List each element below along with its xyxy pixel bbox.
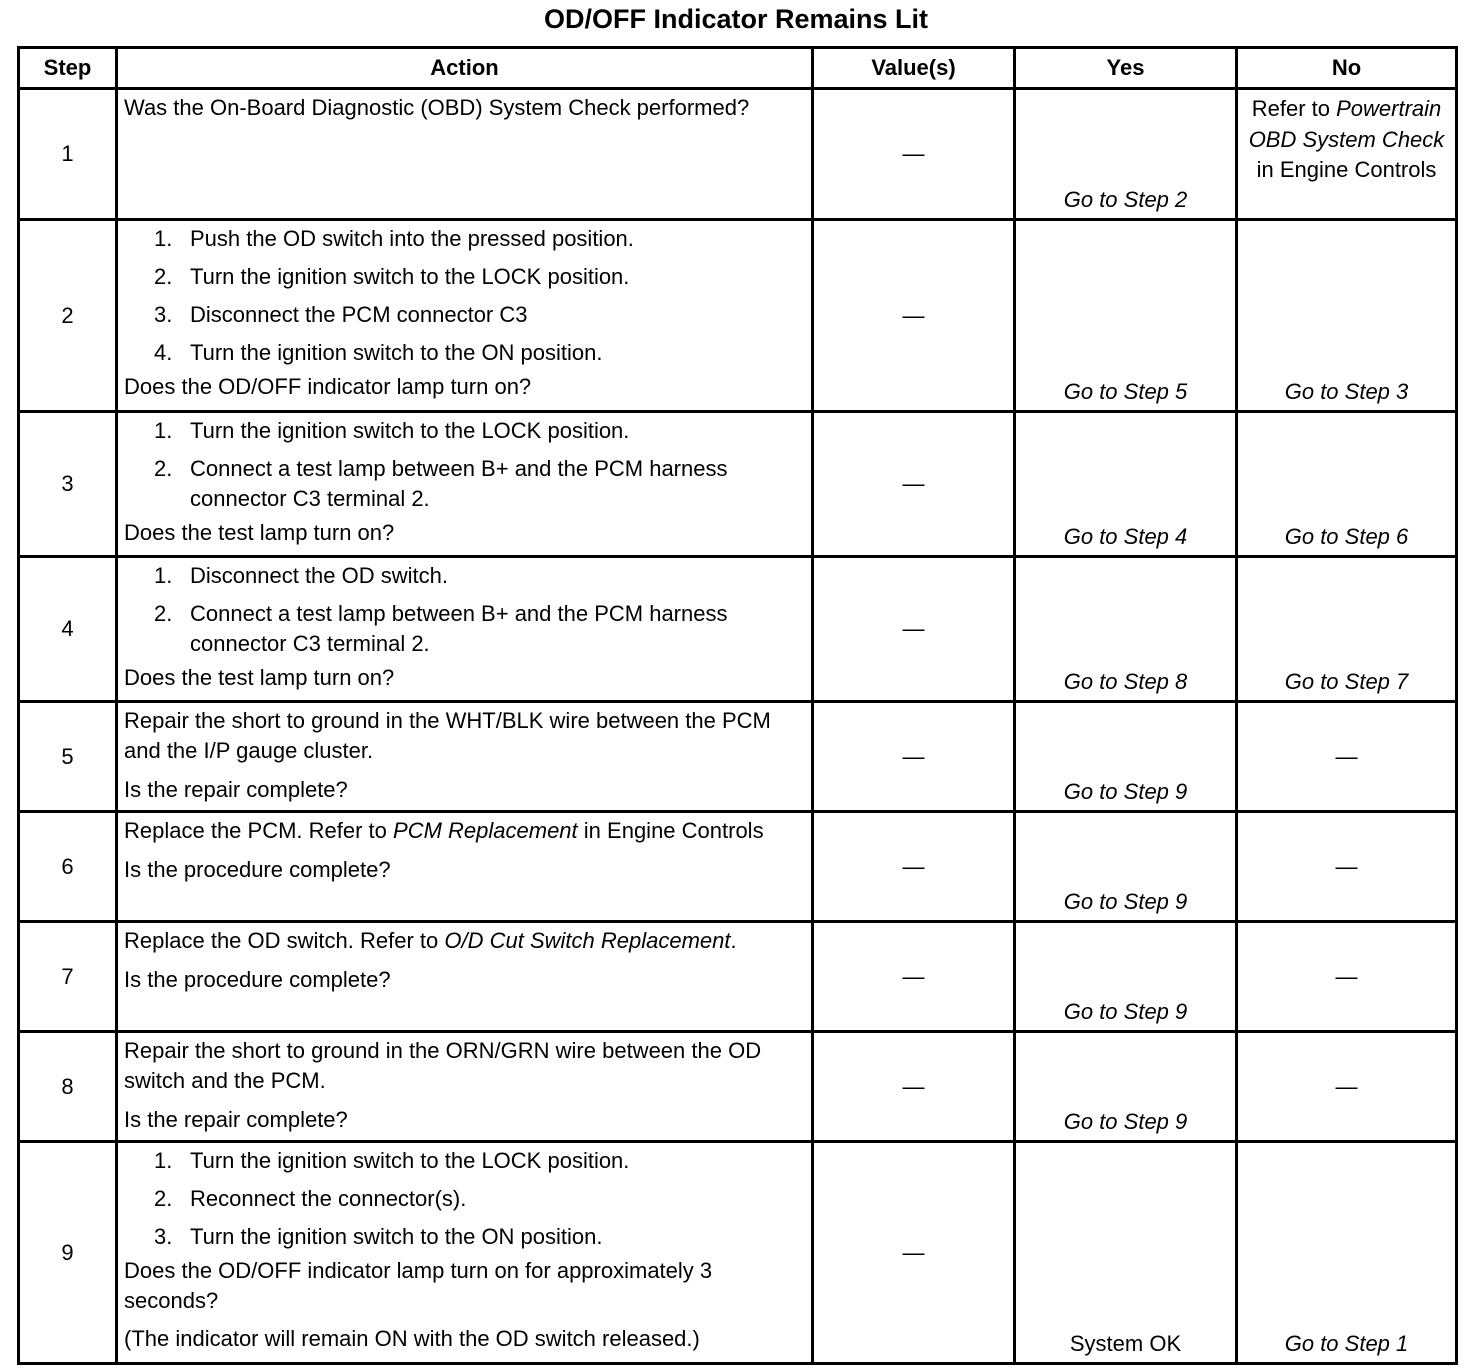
action-question: Is the procedure complete? bbox=[124, 967, 391, 992]
yes-link: Go to Step 2 bbox=[1063, 187, 1188, 212]
no-cell bbox=[1237, 89, 1457, 220]
action-text: Replace the OD switch. Refer to O/D Cut Switch Replacement. bbox=[124, 928, 737, 953]
action-cell bbox=[117, 89, 813, 220]
header-action: Action bbox=[117, 48, 813, 89]
yes-cell bbox=[1015, 89, 1237, 220]
page-title: OD/OFF Indicator Remains Lit bbox=[543, 4, 929, 34]
no-link: Go to Step 7 bbox=[1284, 669, 1409, 694]
yes-cell bbox=[1015, 922, 1237, 1032]
table-row bbox=[19, 412, 1457, 557]
step-number: 9 bbox=[19, 1142, 117, 1364]
step-number: 6 bbox=[19, 812, 117, 922]
action-cell bbox=[117, 922, 813, 1032]
action-text: Repair the short to ground in the ORN/GRN wire between the OD switch and the PCM. bbox=[124, 1038, 762, 1093]
table-row bbox=[19, 702, 1457, 812]
no-cell bbox=[1237, 220, 1457, 412]
value-cell: — bbox=[813, 1032, 1015, 1142]
action-cell bbox=[117, 812, 813, 922]
no-cell: — bbox=[1237, 812, 1457, 922]
step-number: 7 bbox=[19, 922, 117, 1032]
action-question: Is the repair complete? bbox=[124, 1107, 348, 1132]
table-row bbox=[19, 557, 1457, 702]
action-question: Does the OD/OFF indicator lamp turn on? bbox=[124, 374, 532, 399]
yes-link: Go to Step 9 bbox=[1063, 999, 1188, 1024]
yes-cell bbox=[1015, 702, 1237, 812]
table-row bbox=[19, 922, 1457, 1032]
list-item: 4. Turn the ignition switch to the ON position. bbox=[154, 340, 603, 365]
header-values: Value(s) bbox=[813, 48, 1015, 89]
list-item: 2. Turn the ignition switch to the LOCK position. bbox=[154, 264, 630, 289]
procedure-reference: PCM Replacement bbox=[393, 818, 578, 843]
action-note: (The indicator will remain ON with the OD switch released.) bbox=[124, 1326, 700, 1351]
step-number: 2 bbox=[19, 220, 117, 412]
action-question: Is the repair complete? bbox=[124, 777, 348, 802]
value-cell: — bbox=[813, 922, 1015, 1032]
yes-link: Go to Step 9 bbox=[1063, 889, 1188, 914]
step-number: 1 bbox=[19, 89, 117, 220]
list-item: 1. Disconnect the OD switch. bbox=[154, 563, 448, 588]
no-cell: — bbox=[1237, 702, 1457, 812]
table-row bbox=[19, 812, 1457, 922]
yes-cell bbox=[1015, 1142, 1237, 1364]
list-item: 3. Turn the ignition switch to the ON position. bbox=[154, 1224, 603, 1249]
yes-link: Go to Step 9 bbox=[1063, 1109, 1188, 1134]
action-text: Was the On-Board Diagnostic (OBD) System Check performed? bbox=[124, 95, 750, 120]
no-reference: Powertrain OBD System Check bbox=[1248, 96, 1445, 152]
header-no: No bbox=[1237, 48, 1457, 89]
step-number: 5 bbox=[19, 702, 117, 812]
no-cell bbox=[1237, 1142, 1457, 1364]
header-step: Step bbox=[19, 48, 117, 89]
yes-cell bbox=[1015, 812, 1237, 922]
header-row bbox=[19, 48, 1457, 89]
no-text: Refer to bbox=[1251, 96, 1330, 121]
action-question: Is the procedure complete? bbox=[124, 857, 391, 882]
list-item: 1. Turn the ignition switch to the LOCK position. bbox=[154, 418, 630, 443]
action-text: Repair the short to ground in the WHT/BLK wire between the PCM and the I/P gauge cluster. bbox=[124, 708, 771, 763]
value-cell: — bbox=[813, 1142, 1015, 1364]
value-cell: — bbox=[813, 220, 1015, 412]
no-text-suffix: in Engine Controls bbox=[1256, 157, 1437, 182]
action-cell bbox=[117, 1032, 813, 1142]
step-number: 4 bbox=[19, 557, 117, 702]
no-link: Go to Step 1 bbox=[1284, 1331, 1409, 1356]
list-item: 1. Push the OD switch into the pressed position. bbox=[154, 226, 634, 251]
table-row bbox=[19, 220, 1457, 412]
action-question: Does the test lamp turn on? bbox=[124, 520, 395, 545]
procedure-reference: O/D Cut Switch Replacement bbox=[444, 928, 731, 953]
no-link: Go to Step 6 bbox=[1284, 524, 1409, 549]
list-item: 2. Reconnect the connector(s). bbox=[154, 1186, 467, 1211]
value-cell: — bbox=[813, 412, 1015, 557]
no-link: Go to Step 3 bbox=[1284, 379, 1409, 404]
value-cell: — bbox=[813, 702, 1015, 812]
value-cell: — bbox=[813, 89, 1015, 220]
no-cell: — bbox=[1237, 922, 1457, 1032]
step-number: 3 bbox=[19, 412, 117, 557]
yes-link: Go to Step 5 bbox=[1063, 379, 1188, 404]
action-question: Does the OD/OFF indicator lamp turn on for approximately 3 seconds? bbox=[124, 1258, 713, 1313]
no-cell bbox=[1237, 557, 1457, 702]
action-cell bbox=[117, 702, 813, 812]
header-yes: Yes bbox=[1015, 48, 1237, 89]
yes-cell bbox=[1015, 557, 1237, 702]
yes-link: Go to Step 9 bbox=[1063, 779, 1188, 804]
yes-link: Go to Step 8 bbox=[1063, 669, 1188, 694]
yes-link: Go to Step 4 bbox=[1063, 524, 1188, 549]
list-item: 2. Connect a test lamp between B+ and the PCM harness connector C3 terminal 2. bbox=[154, 601, 728, 656]
list-item: 1. Turn the ignition switch to the LOCK position. bbox=[154, 1148, 630, 1173]
step-number: 8 bbox=[19, 1032, 117, 1142]
action-text: Replace the PCM. Refer to PCM Replacement in Engine Controls bbox=[124, 818, 764, 843]
action-cell bbox=[117, 412, 813, 557]
yes-result: System OK bbox=[1069, 1331, 1182, 1356]
yes-cell bbox=[1015, 1032, 1237, 1142]
table-row bbox=[19, 1142, 1457, 1364]
action-cell bbox=[117, 557, 813, 702]
table-row bbox=[19, 1032, 1457, 1142]
yes-cell bbox=[1015, 220, 1237, 412]
yes-cell bbox=[1015, 412, 1237, 557]
value-cell: — bbox=[813, 557, 1015, 702]
diagnostic-table bbox=[17, 46, 1458, 1365]
action-cell bbox=[117, 220, 813, 412]
no-cell bbox=[1237, 412, 1457, 557]
action-question: Does the test lamp turn on? bbox=[124, 665, 395, 690]
action-cell bbox=[117, 1142, 813, 1364]
value-cell: — bbox=[813, 812, 1015, 922]
no-cell: — bbox=[1237, 1032, 1457, 1142]
table-row bbox=[19, 89, 1457, 220]
list-item: 3. Disconnect the PCM connector C3 bbox=[154, 302, 528, 327]
list-item: 2. Connect a test lamp between B+ and the PCM harness connector C3 terminal 2. bbox=[154, 456, 728, 511]
